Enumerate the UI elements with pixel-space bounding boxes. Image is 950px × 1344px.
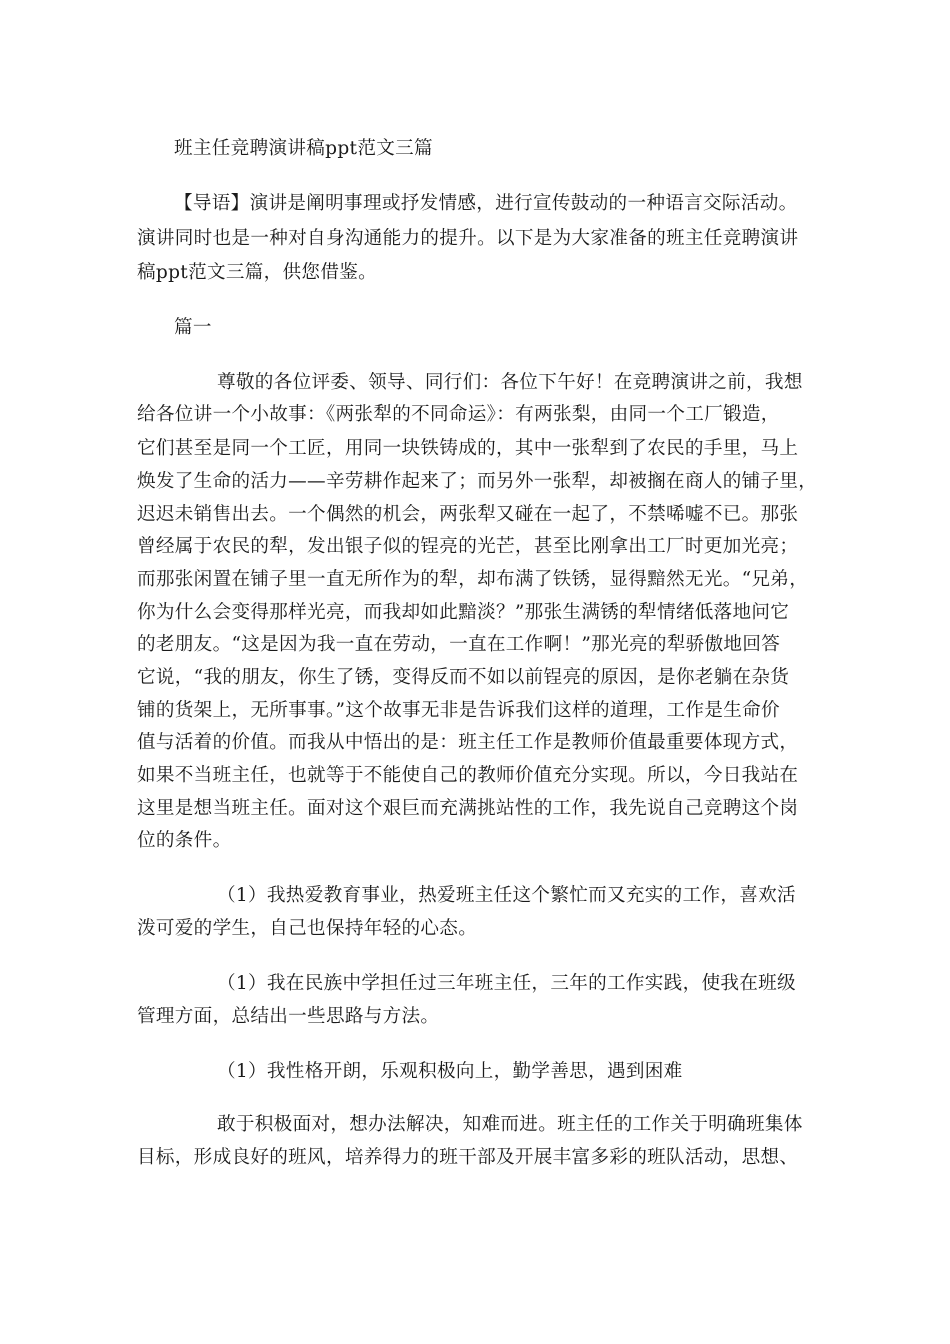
body-line: 这里是想当班主任。面对这个艰巨而充满挑站性的工作，我先说自己竞聘这个岗 — [137, 798, 799, 819]
body-line: 迟迟未销售出去。一个偶然的机会，两张犁又碰在一起了，不禁唏嘘不已。那张 — [137, 504, 799, 525]
body-line: 的老朋友。“这是因为我一直在劳动，一直在工作啊！”那光亮的犁骄傲地回答 — [137, 634, 781, 655]
document-title: 班主任竞聘演讲稿ppt范文三篇 — [174, 138, 433, 159]
intro-line: 演讲同时也是一种对自身沟通能力的提升。以下是为大家准备的班主任竞聘演讲 — [137, 228, 799, 249]
body-line: 而那张闲置在铺子里一直无所作为的犁，却布满了铁锈，显得黯然无光。“兄弟， — [137, 569, 809, 590]
closing-line: 目标，形成良好的班风，培养得力的班干部及开展丰富多彩的班队活动，思想、 — [137, 1147, 799, 1168]
body-line: 焕发了生命的活力——辛劳耕作起来了；而另外一张犁，却被搁在商人的铺子里， — [137, 471, 818, 492]
body-line: 它说，“我的朋友，你生了锈，变得反而不如以前锃亮的原因，是你老躺在杂货 — [137, 667, 790, 688]
section-heading: 篇一 — [174, 317, 212, 338]
list-item-line: 管理方面，总结出一些思路与方法。 — [137, 1006, 440, 1027]
intro-line: 稿ppt范文三篇，供您借鉴。 — [137, 262, 378, 283]
body-line: 如果不当班主任，也就等于不能使自己的教师价值充分实现。所以，今日我站在 — [137, 765, 799, 786]
body-line: 给各位讲一个小故事：《两张犁的不同命运》：有两张梨，由同一个工厂锻造， — [137, 404, 780, 425]
body-line: 它们甚至是同一个工匠，用同一块铁铸成的，其中一张犁到了农民的手里，马上 — [137, 438, 799, 459]
list-item-line: （1）我在民族中学担任过三年班主任，三年的工作实践，使我在班级 — [217, 973, 796, 994]
body-line: 值与活着的价值。而我从中悟出的是：班主任工作是教师价值最重要体现方式， — [137, 732, 799, 753]
body-line: 你为什么会变得那样光亮，而我却如此黯淡？”那张生满锈的犁情绪低落地问它 — [137, 602, 790, 623]
closing-line: 敢于积极面对，想办法解决，知难而进。班主任的工作关于明确班集体 — [217, 1114, 803, 1135]
body-line: 尊敬的各位评委、领导、同行们：各位下午好！在竞聘演讲之前，我想 — [217, 372, 803, 393]
intro-line: 【导语】演讲是阐明事理或抒发情感，进行宣传鼓动的一种语言交际活动。 — [174, 193, 798, 214]
list-item-line: 泼可爱的学生，自己也保持年轻的心态。 — [137, 918, 478, 939]
list-item-line: （1）我热爱教育事业，热爱班主任这个繁忙而又充实的工作，喜欢活 — [217, 885, 796, 906]
body-line: 铺的货架上，无所事事。”这个故事无非是告诉我们这样的道理，工作是生命价 — [137, 700, 780, 721]
list-item-line: （1）我性格开朗，乐观积极向上，勤学善思，遇到困难 — [217, 1061, 683, 1082]
body-line: 曾经属于农民的犁，发出银子似的锃亮的光芒，甚至比刚拿出工厂时更加光亮； — [137, 536, 799, 557]
body-line: 位的条件。 — [137, 830, 232, 851]
